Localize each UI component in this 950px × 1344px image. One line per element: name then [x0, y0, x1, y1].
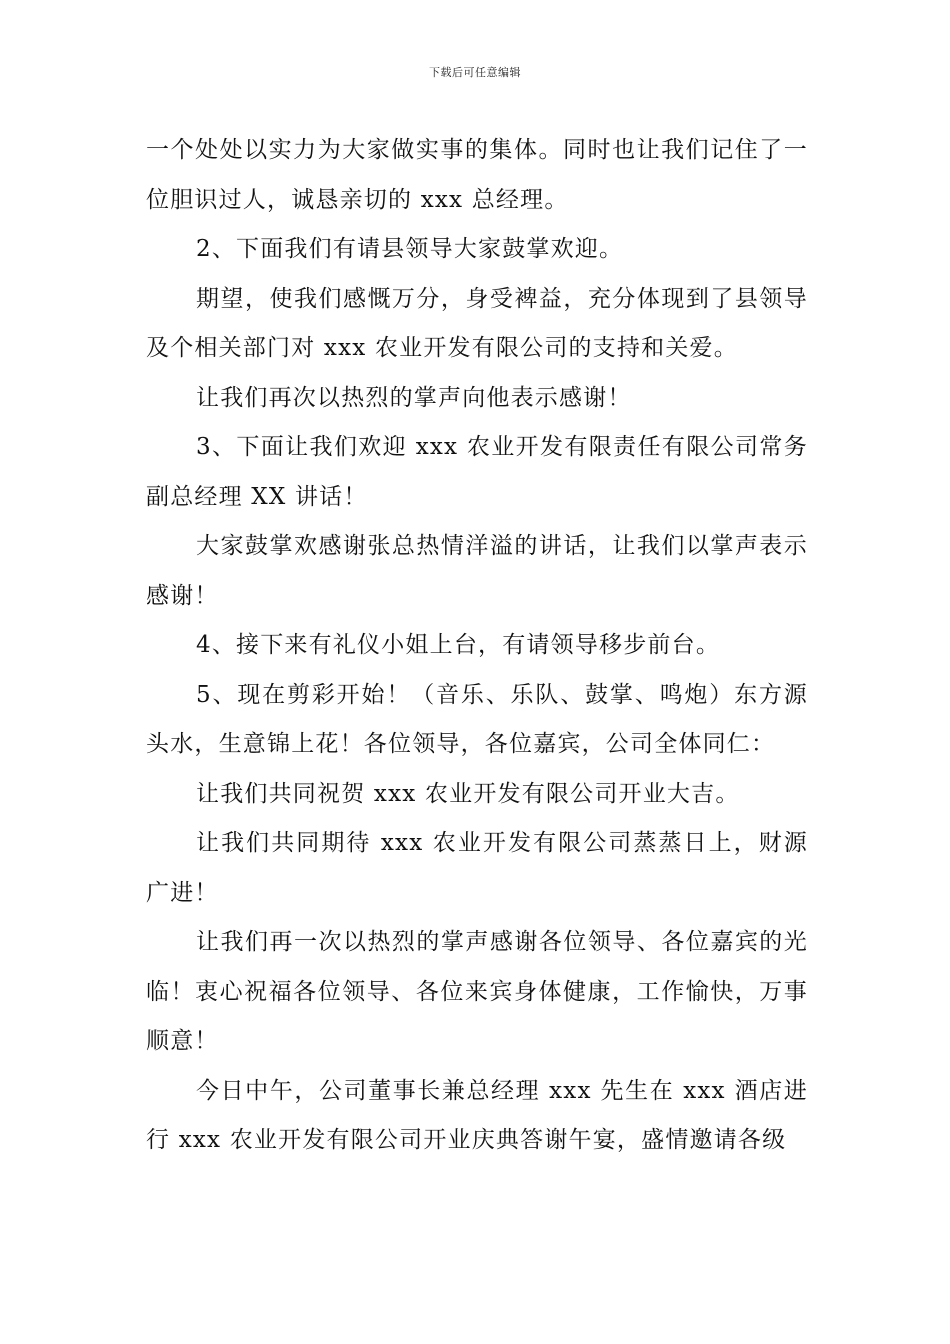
paragraph: 4、接下来有礼仪小姐上台，有请领导移步前台。: [196, 632, 721, 658]
page-header: 下载后可任意编辑: [429, 66, 521, 79]
paragraph: 5、现在剪彩开始！（音乐、乐队、鼓掌、鸣炮）东方源头水，生意锦上花！各位领导，各位嘉宾，公司全体同仁：: [146, 681, 808, 757]
paragraph: 让我们再次以热烈的掌声向他表示感谢！: [196, 384, 632, 411]
paragraph: 今日中午，公司董事长兼总经理 xxx 先生在 xxx 酒店进行 xxx 农业开发有限公司开业庆典答谢午宴，盛情邀请各级: [146, 1077, 808, 1153]
paragraph: 让我们共同祝贺 xxx 农业开发有限公司开业大吉。: [196, 780, 740, 807]
paragraph: 一个处处以实力为大家做实事的集体。同时也让我们记住了一位胆识过人，诚恳亲切的 xxx 总经理。: [146, 137, 808, 213]
paragraph: 期望，使我们感慨万分，身受裨益，充分体现到了县领导及个相关部门对 xxx 农业开发有限公司的支持和关爱。: [146, 285, 808, 361]
paragraph: 大家鼓掌欢感谢张总热情洋溢的讲话，让我们以掌声表示感谢！: [146, 533, 808, 609]
paragraph: 3、下面让我们欢迎 xxx 农业开发有限责任有限公司常务副总经理 XX 讲话！: [146, 434, 808, 510]
paragraph: 让我们再一次以热烈的掌声感谢各位领导、各位嘉宾的光临！衷心祝福各位领导、各位来宾身体健康，工作愉快，万事顺意！: [146, 929, 808, 1054]
document-body: [146, 126, 808, 1166]
paragraph: 2、下面我们有请县领导大家鼓掌欢迎。: [196, 236, 624, 262]
paragraph: 让我们共同期待 xxx 农业开发有限公司蒸蒸日上，财源广进！: [146, 830, 808, 906]
